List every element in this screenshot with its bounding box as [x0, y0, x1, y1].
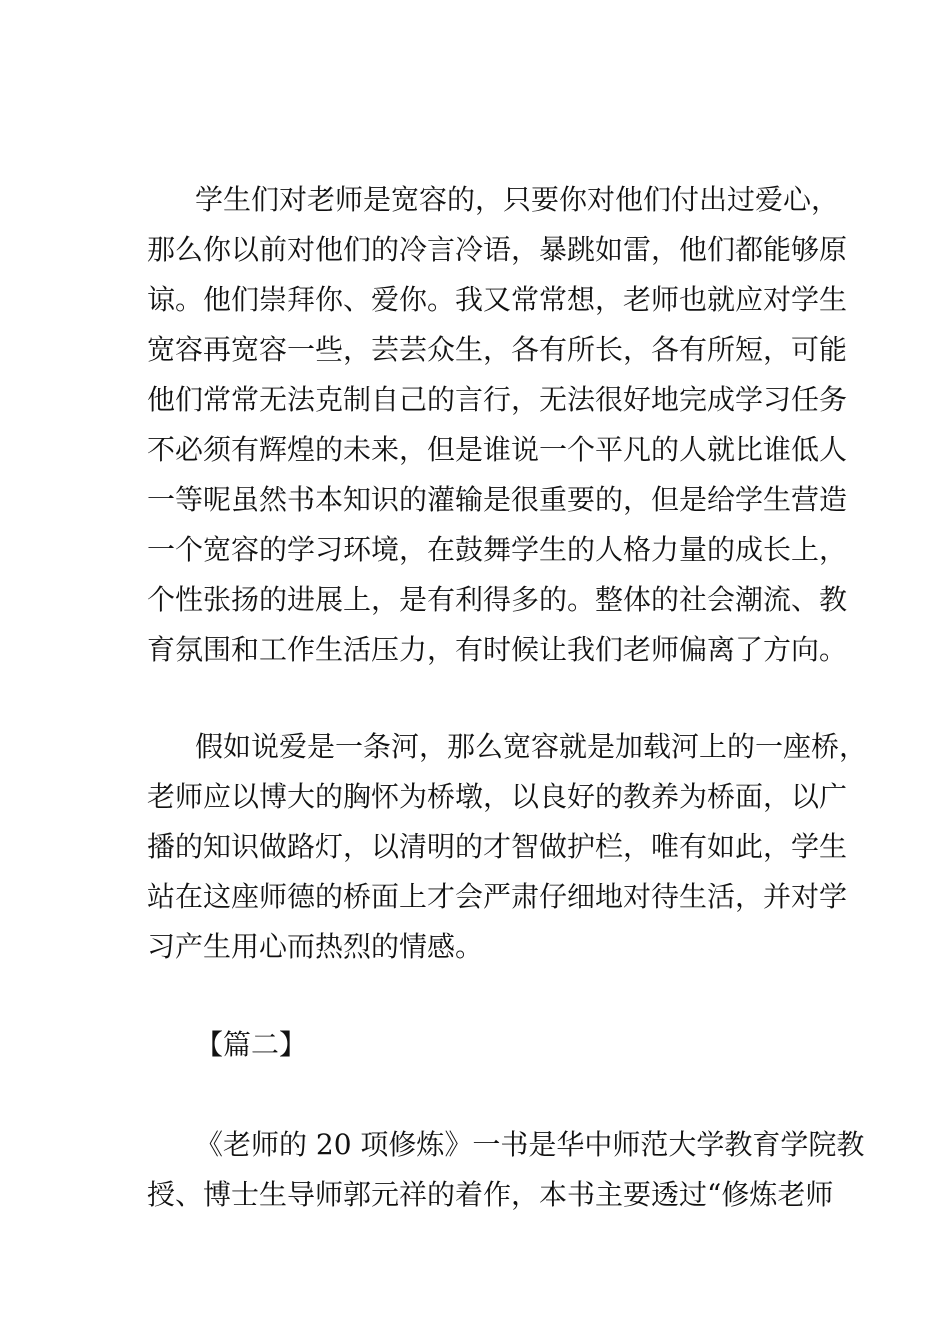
paragraph-3-line-2: 授、博士生导师郭元祥的着作，本书主要透过“修炼老师	[147, 1178, 834, 1211]
paragraph-1-line-10: 育氛围和工作生活压力，有时候让我们老师偏离了方向。	[147, 633, 848, 666]
paragraph-1-line-6: 不必须有辉煌的未来，但是谁说一个平凡的人就比谁低人	[147, 433, 848, 466]
paragraph-1-line-9: 个性张扬的进展上，是有利得多的。整体的社会潮流、教	[147, 583, 848, 616]
paragraph-1-line-1: 学生们对老师是宽容的，只要你对他们付出过爱心，	[195, 183, 840, 216]
paragraph-2-line-3: 播的知识做路灯，以清明的才智做护栏，唯有如此，学生	[147, 830, 848, 863]
paragraph-2-line-4: 站在这座师德的桥面上才会严肃仔细地对待生活，并对学	[147, 880, 848, 913]
paragraph-1-line-5: 他们常常无法克制自己的言行，无法很好地完成学习任务	[147, 383, 848, 416]
paragraph-2-line-2: 老师应以博大的胸怀为桥墩，以良好的教养为桥面，以广	[147, 780, 848, 813]
paragraph-1-line-2: 那么你以前对他们的冷言冷语，暴跳如雷，他们都能够原	[147, 233, 848, 266]
paragraph-2-line-5: 习产生用心而热烈的情感。	[147, 930, 484, 963]
section-heading: 【篇二】	[195, 1028, 308, 1061]
paragraph-1-line-4: 宽容再宽容一些，芸芸众生，各有所长，各有所短，可能	[147, 333, 848, 366]
paragraph-1-line-3: 谅。他们崇拜你、爱你。我又常常想，老师也就应对学生	[147, 283, 848, 316]
paragraph-1-line-7: 一等呢虽然书本知识的灌输是很重要的，但是给学生营造	[147, 483, 848, 516]
paragraph-2-line-1: 假如说爱是一条河，那么宽容就是加载河上的一座桥，	[195, 730, 868, 763]
paragraph-3-line-1: 《老师的 20 项修炼》一书是华中师范大学教育学院教	[195, 1128, 865, 1161]
paragraph-1-line-8: 一个宽容的学习环境，在鼓舞学生的人格力量的成长上，	[147, 533, 848, 566]
